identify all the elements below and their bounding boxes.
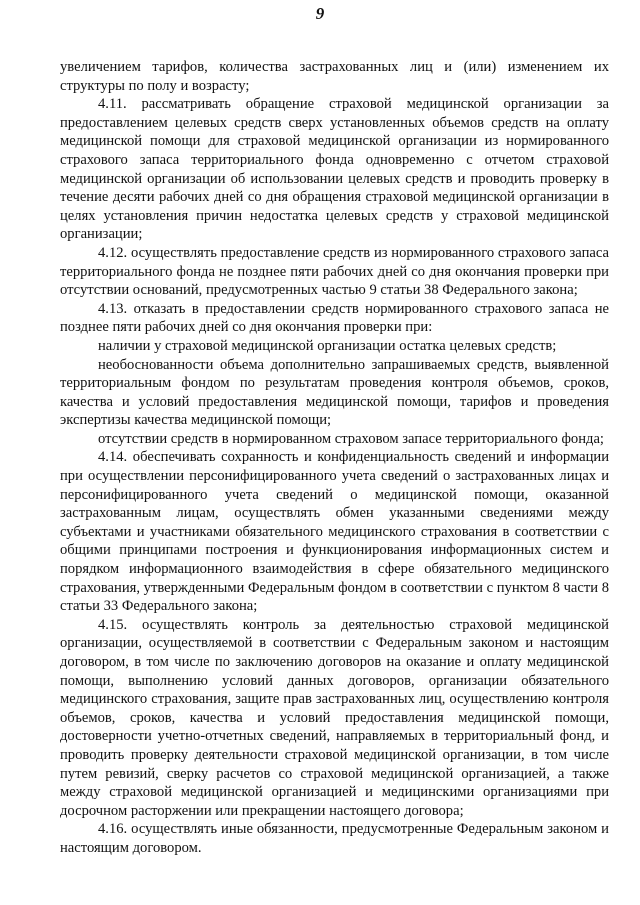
document-body	[60, 58, 609, 858]
paragraph-4-11: 4.11. рассматривать обращение страховой медицинской организации за предоставлением целевых средств сверх установленных объемов средств на оплату медицинской помощи для страховой медицинской организации из нормированного страхового запаса территориального фонда одновременно с отчетом страховой медицинской организации об использовании целевых средств и проводить проверку в течение десяти рабочих дней со дня обращения страховой медицинской организации в целях установления причин недостатка целевых средств у страховой медицинской организации;	[60, 96, 609, 243]
paragraph-4-13-item-3: отсутствии средств в нормированном страховом запасе территориального фонда;	[98, 430, 604, 447]
paragraph-4-16: 4.16. осуществлять иные обязанности, предусмотренные Федеральным законом и настоящим договором.	[60, 821, 609, 856]
paragraph-continuation: увеличением тарифов, количества застрахованных лиц и (или) изменением их структуры по полу и возрасту;	[60, 59, 609, 94]
page-number: 9	[315, 4, 325, 23]
paragraph-4-14: 4.14. обеспечивать сохранность и конфиденциальность сведений и информации при осуществлении персонифицированного учета сведений о застрахованных лицах и персонифицированного учета сведений о медицинской помощи, оказанной застрахованным лицам, осуществлять обмен указанными сведениями между субъектами и участниками обязательного медицинского страхования в соответствии с общими принципами построения и функционирования информационных систем и порядком информационного взаимодействия в сфере обязательного медицинского страхования, утвержденными Федеральным фондом в соответствии с пунктом 8 части 8 статьи 33 Федерального закона;	[60, 449, 610, 615]
paragraph-4-13-item-2: необоснованности объема дополнительно запрашиваемых средств, выявленной территориальным фондом по результатам проведения контроля объемов, сроков, качества и условий предоставления медицинской помощи, тарифов и проведения экспертизы качества медицинской помощи;	[60, 356, 609, 429]
paragraph-4-13: 4.13. отказать в предоставлении средств нормированного страхового запаса не позднее пяти рабочих дней со дня окончания проверки при:	[60, 300, 609, 336]
paragraph-4-12: 4.12. осуществлять предоставление средств из нормированного страхового запаса территориального фонда не позднее пяти рабочих дней со дня окончания проверки при отсутствии оснований, предусмотренных частью 9 статьи 38 Федерального закона;	[60, 244, 609, 299]
paragraph-4-13-item-1: наличии у страховой медицинской организации остатка целевых средств;	[98, 337, 557, 354]
paragraph-4-15: 4.15. осуществлять контроль за деятельностью страховой медицинской организации, осуществляемой в соответствии с Федеральным законом и настоящим договором, в том числе по заключению договоров на оказание и оплату медицинской помощи, выполнению условий данных договоров, организации обязательного медицинского страхования, защите прав застрахованных лиц, осуществлению контроля объемов, сроков, качества и условий предоставления медицинской помощи, достоверности учетно-отчетных сведений, направляемых в территориальный фонд, и проводить проверку деятельности страховой медицинской организации, в том числе путем ревизий, сверку расчетов со страховой медицинской организацией, а также между страховой медицинской организацией и медицинскими организациями при досрочном расторжении или прекращении настоящего договора;	[60, 616, 609, 819]
